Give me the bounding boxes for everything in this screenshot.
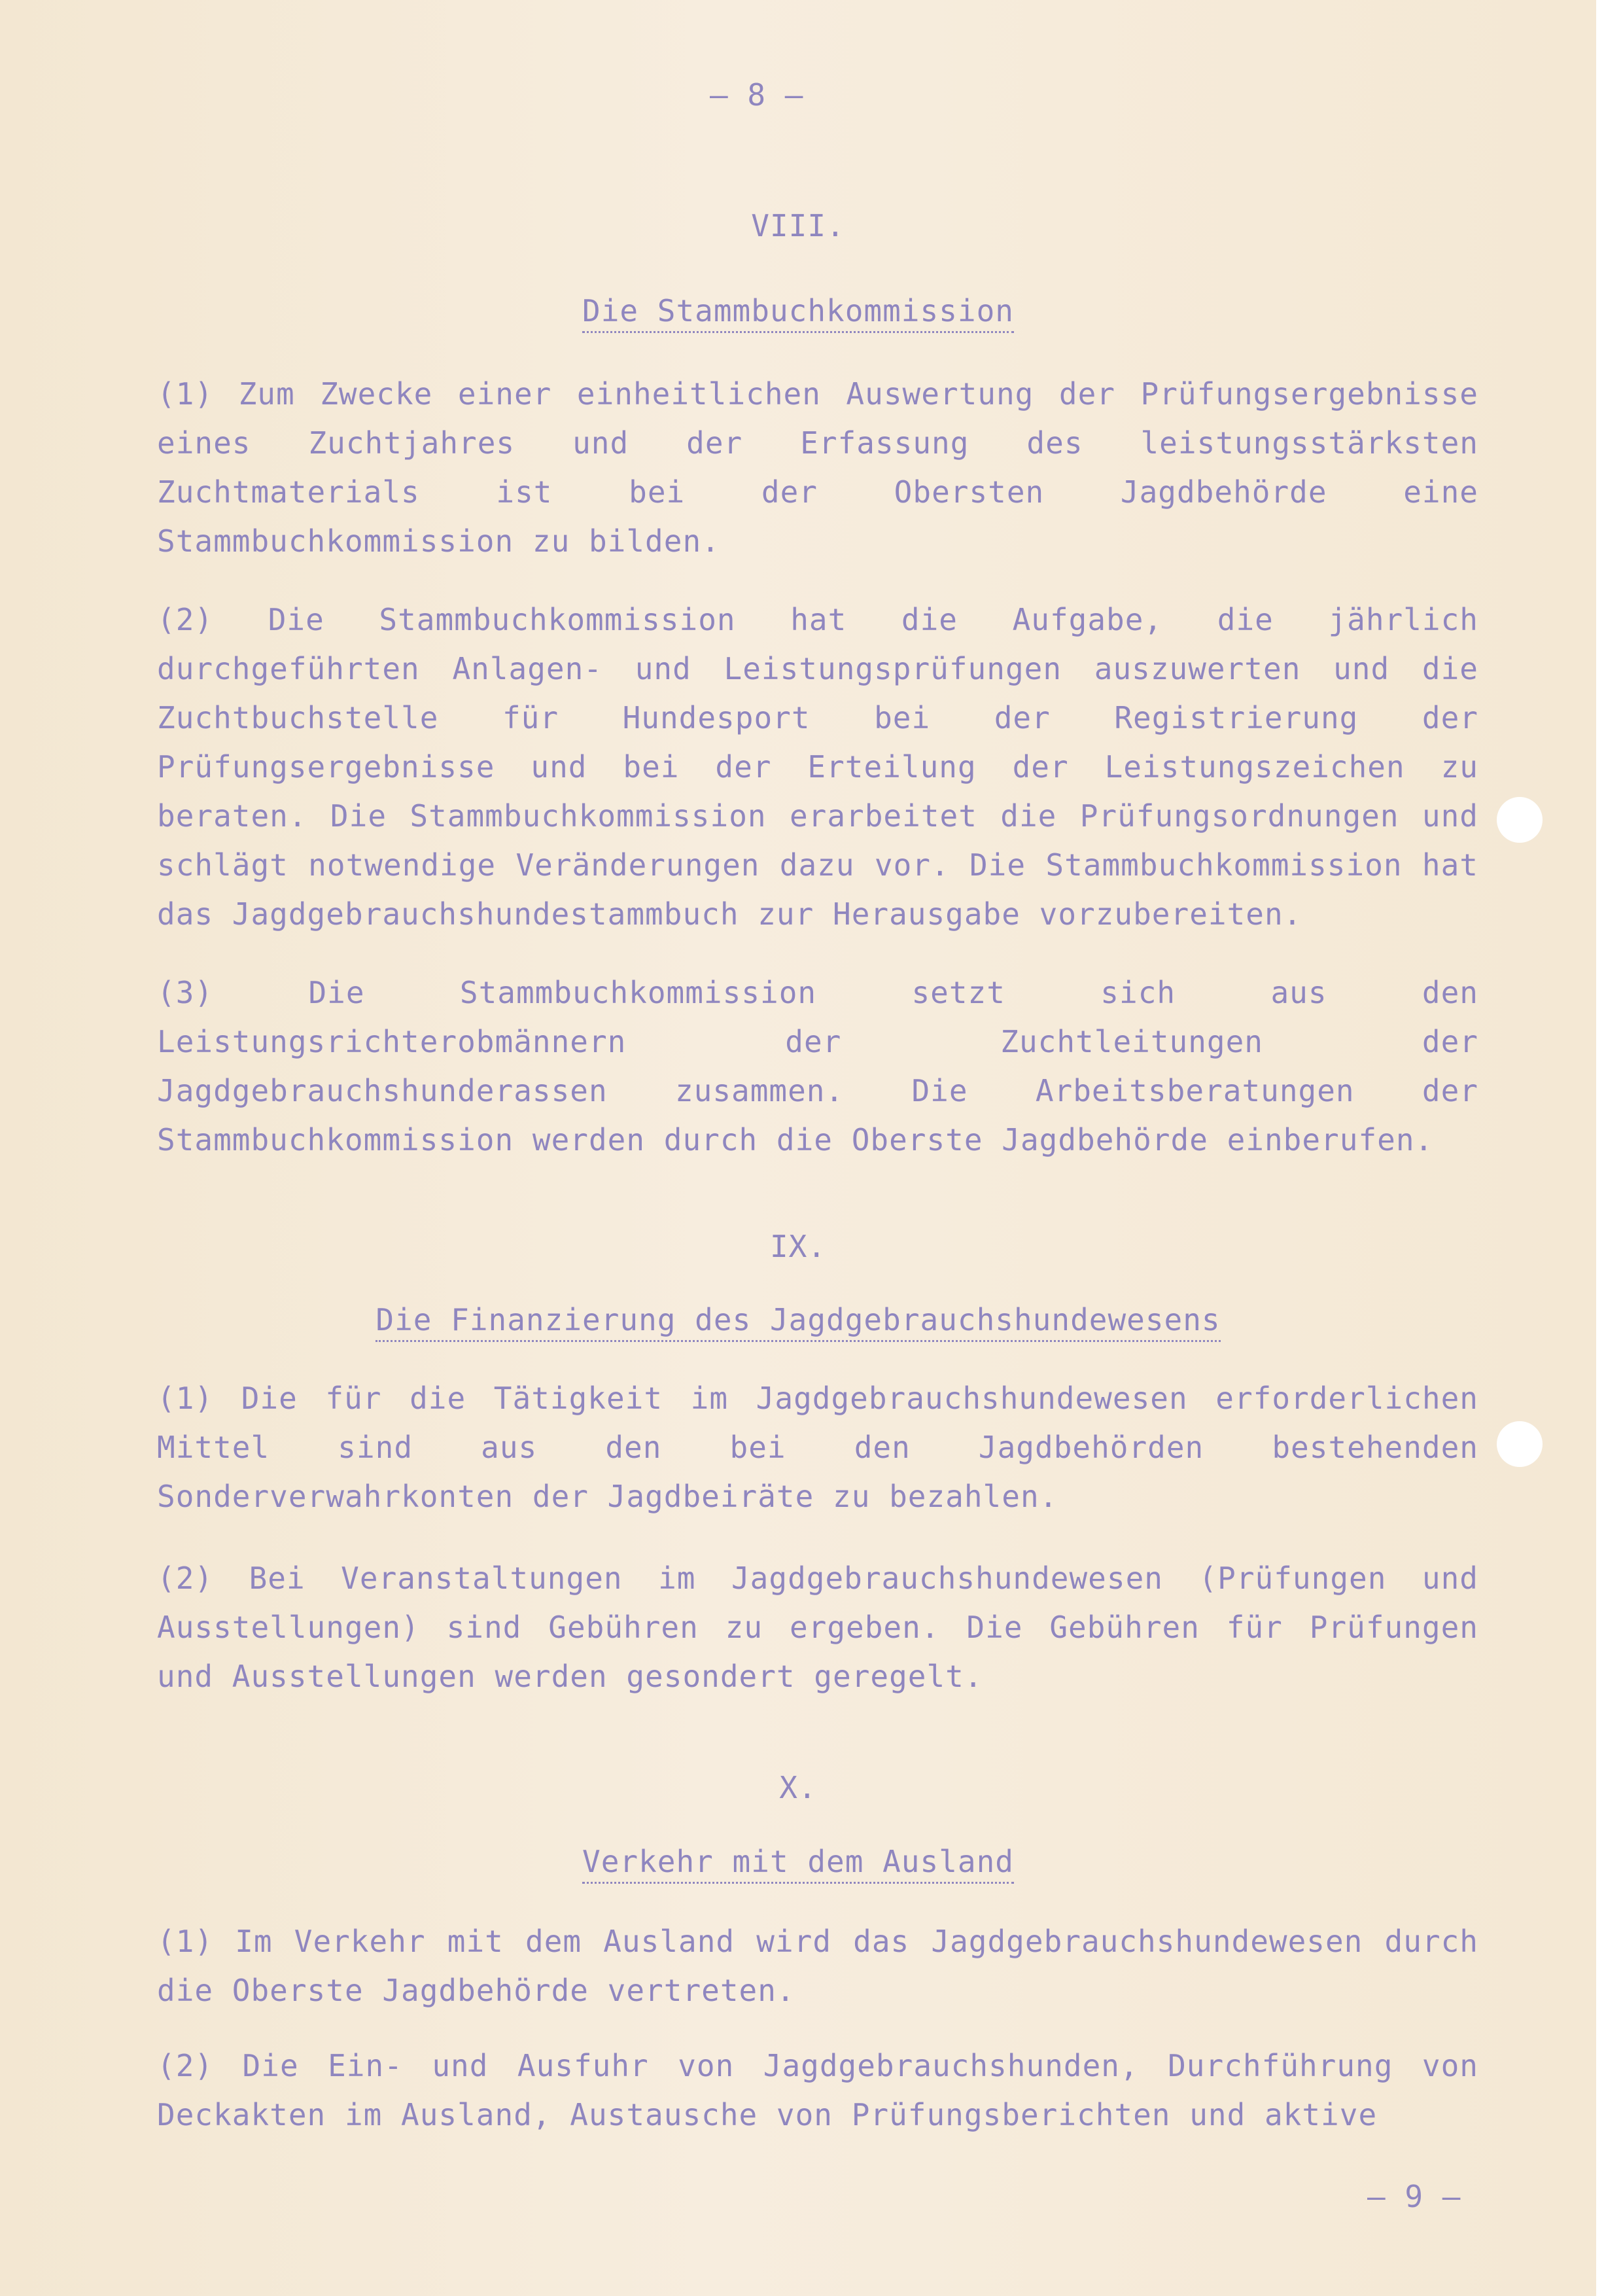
section-heading	[0, 1302, 1596, 1337]
paragraph: (1) Zum Zwecke einer einheitlichen Auswertung der Prüfungsergebnisse eines Zuchtjahres und der Erfassung des leistungsstärksten Zuchtmaterials ist bei der Obersten Jagdbehörde eine Stammbuchkommission zu bilden.	[157, 376, 1478, 559]
paragraph: (1) Im Verkehr mit dem Ausland wird das Jagdgebrauchshundewesen durch die Oberste Jagdbehörde vertreten.	[157, 1924, 1478, 2008]
paragraph: (3) Die Stammbuchkommission setzt sich aus den Leistungsrichterobmännern der Zuchtleitungen der Jagdgebrauchshunderassen zusammen. Die Arbeitsberatungen der Stammbuchkommission werden durch die Oberste Jagdbehörde einberufen.	[157, 975, 1478, 1157]
punch-hole	[1497, 797, 1543, 843]
section-title: Die Finanzierung des Jagdgebrauchshundewesens	[375, 1302, 1220, 1342]
page-number-header: – 8 –	[710, 77, 804, 113]
paragraph: (1) Die für die Tätigkeit im Jagdgebrauchshundewesen erforderlichen Mittel sind aus den bei den Jagdbehörden bestehenden Sonderverwahrkonten der Jagdbeiräte zu bezahlen.	[157, 1381, 1478, 1514]
paragraph: (2) Die Stammbuchkommission hat die Aufgabe, die jährlich durchgeführten Anlagen- und Leistungsprüfungen auszuwerten und die Zuchtbuchstelle für Hundesport bei der Registrierung der Prüfungsergebnisse und bei der Erteilung der Leistungszeichen zu beraten. Die Stammbuchkommission erarbeitet die Prüfungsordnungen und schlägt notwendige Veränderungen dazu vor. Die Stammbuchkommission hat das Jagdgebrauchshundestammbuch zur Herausgabe vorzubereiten.	[157, 602, 1478, 932]
paragraph: (2) Die Ein- und Ausfuhr von Jagdgebrauchshunden, Durchführung von Deckakten im Ausland, Austausche von Prüfungsberichten und aktive	[157, 2048, 1478, 2132]
section-number: IX.	[769, 1229, 827, 1264]
scan-margin	[1596, 0, 1623, 2296]
section-title: Verkehr mit dem Ausland	[582, 1844, 1014, 1884]
section-heading	[0, 293, 1596, 328]
section-number: X.	[779, 1770, 817, 1805]
section-title: Die Stammbuchkommission	[582, 293, 1014, 333]
paragraph: (2) Bei Veranstaltungen im Jagdgebrauchshundewesen (Prüfungen und Ausstellungen) sind Gebühren zu ergeben. Die Gebühren für Prüfungen und Ausstellungen werden gesondert geregelt.	[157, 1561, 1478, 1694]
punch-hole	[1497, 1421, 1543, 1467]
section-heading	[0, 1844, 1596, 1879]
section-number: VIII.	[751, 208, 845, 243]
page-number-footer: – 9 –	[1367, 2179, 1461, 2214]
